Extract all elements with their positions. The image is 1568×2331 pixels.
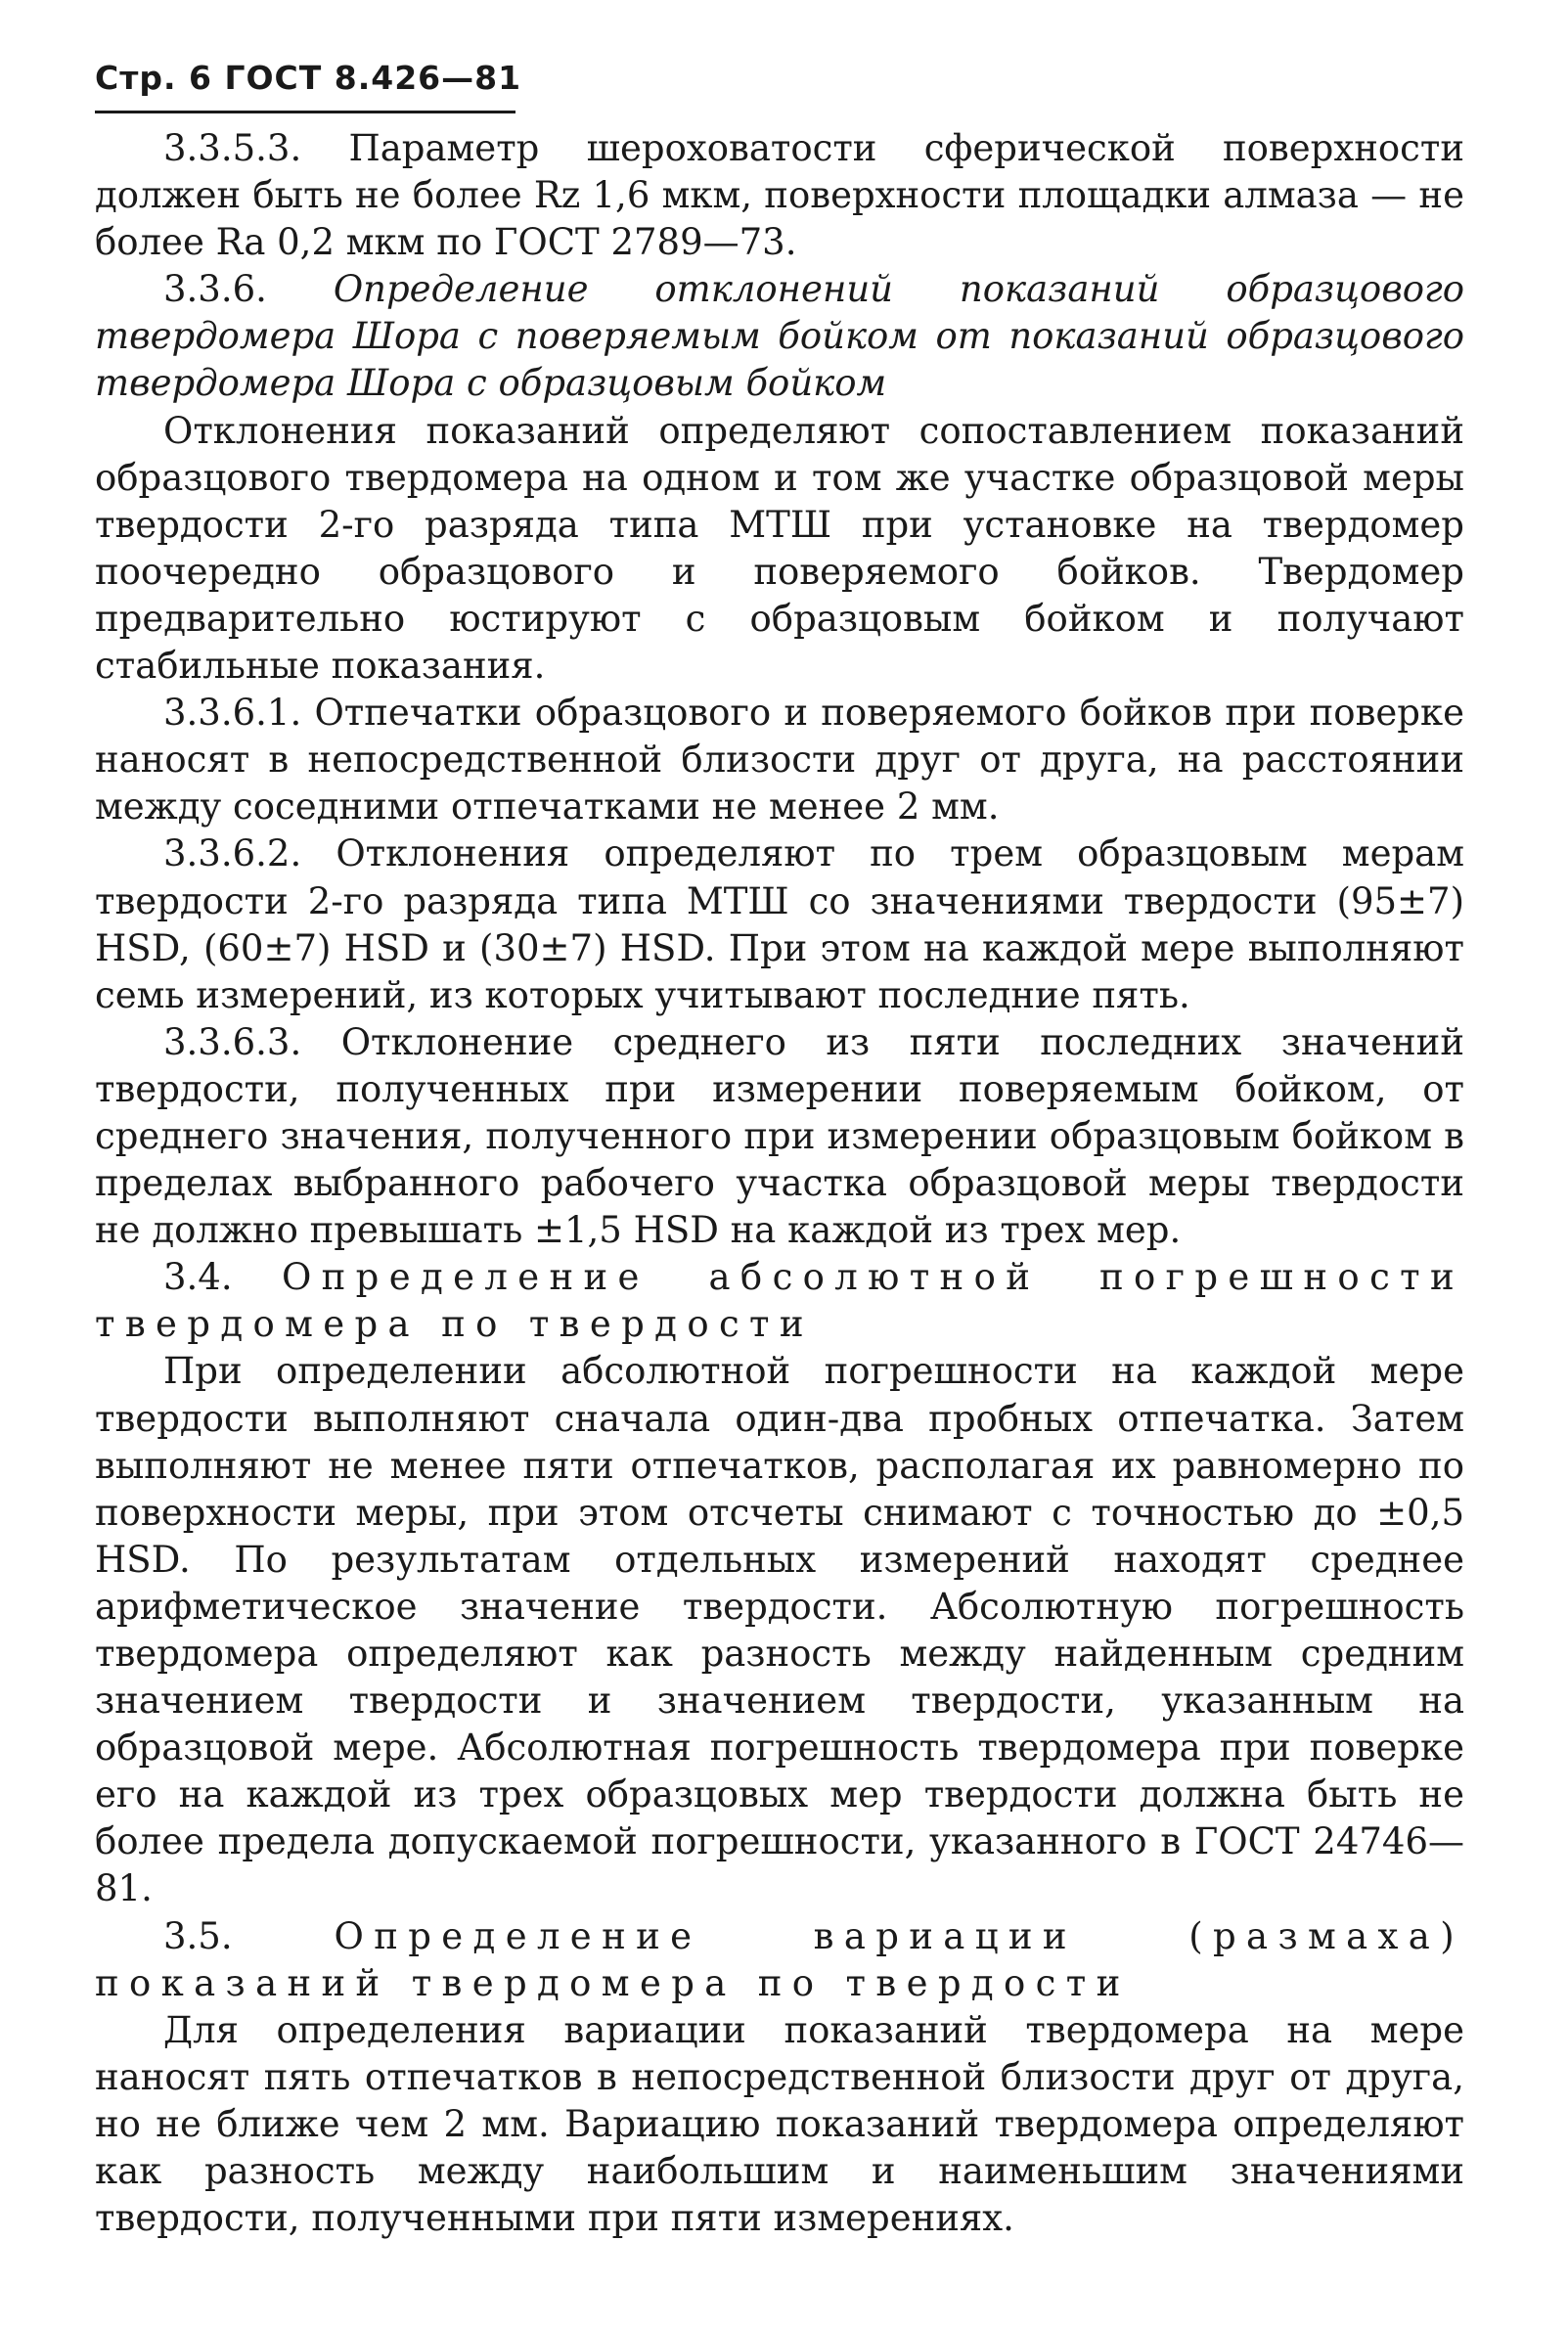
paragraph-text: Отклонение среднего из пяти последних значений твердости, полученных при измерении поверяемым бойком, от среднего значения, полученного при измерении образцовым бойком в пределах выбранного рабочего участка образцовой меры твердости не должно превышать ±1,5 HSD на каждой из трех мер. [95,1020,1464,1252]
clause-number: 3.3.6.3. [163,1020,302,1063]
paragraph-text: При определении абсолютной погрешности на каждой мере твердости выполняют сначала один-два пробных отпечатка. Затем выполняют не менее пяти отпечатков, располагая их равномерно по поверхности меры, при этом отсчеты снимают с точностью до ±0,5 HSD. По результатам отдельных измерений находят среднее арифметическое значение твердости. Абсолютную погрешность твердомера определяют как разность между найденным средним значением твердости и значением твердости, указанным на образцовой мере. Абсолютная погрешность твердомера при поверке его на каждой из трех образцовых мер твердости должна быть не более предела допускаемой погрешности, указанного в ГОСТ 24746—81. [95,1350,1464,1910]
paragraph-3-3-6-1 [95,690,1464,830]
paragraph-text: Параметр шероховатости сферической поверхности должен быть не более Rz 1,6 мкм, поверхности площадки алмаза — не более Ra 0,2 мкм по ГОСТ 2789—73. [95,127,1464,264]
paragraph-3-4 [95,1254,1464,1348]
paragraph-text: Отклонения показаний определяют сопоставлением показаний образцового твердомера на одном и том же участке образцовой меры твердости 2-го разряда типа МТШ при установке на твердомер поочередно образцового и поверяемого бойков. Твердомер предварительно юстируют с образцовым бойком и получают стабильные показания. [95,409,1464,688]
paragraph-text: Отпечатки образцового и поверяемого бойков при поверке наносят в непосредственной близости друг от друга, на расстоянии между соседними отпечатками не менее 2 мм. [95,692,1464,829]
header-rule [95,111,515,113]
paragraph-text: Отклонения определяют по трем образцовым мерам твердости 2-го разряда типа МТШ со значениями твердости (95±7) HSD, (60±7) HSD и (30±7) HSD. При этом на каждой мере выполняют семь измерений, из которых учитывают последние пять. [95,832,1464,1016]
paragraph-deviations [95,408,1464,691]
paragraph-3-3-6-3 [95,1019,1464,1254]
clause-title: Определение вариации (размаха) показаний твердомера по твердости [95,1914,1464,2004]
paragraph-3-3-5-3 [95,125,1464,266]
clause-number: 3.3.6. [163,268,267,311]
paragraph-3-3-6-2 [95,830,1464,1018]
page-header: Стр. 6 ГОСТ 8.426—81 [95,59,522,97]
paragraph-absolute-error [95,1348,1464,1912]
clause-number: 3.4. [163,1256,233,1299]
document-page [95,0,1464,2331]
clause-number: 3.3.6.1. [163,692,302,735]
clause-number: 3.5. [163,1914,233,1957]
paragraph-variation [95,2007,1464,2242]
clause-number: 3.3.6.2. [163,832,302,875]
paragraph-3-3-6 [95,266,1464,407]
clause-title: Определение абсолютной погрешности твердомера по твердости [95,1256,1464,1346]
paragraph-3-5 [95,1913,1464,2007]
clause-number: 3.3.5.3. [163,127,302,169]
document-body [95,125,1464,2242]
clause-title: Определение отклонений показаний образцового твердомера Шора с поверяемым бойком от показаний образцового твердомера Шора с образцовым бойком [95,268,1464,405]
paragraph-text: Для определения вариации показаний твердомера на мере наносят пять отпечатков в непосредственной близости друг от друга, но не ближе чем 2 мм. Вариацию показаний твердомера определяют как разность между наибольшим и наименьшим значениями твердости, полученными при пяти измерениях. [95,2008,1464,2240]
